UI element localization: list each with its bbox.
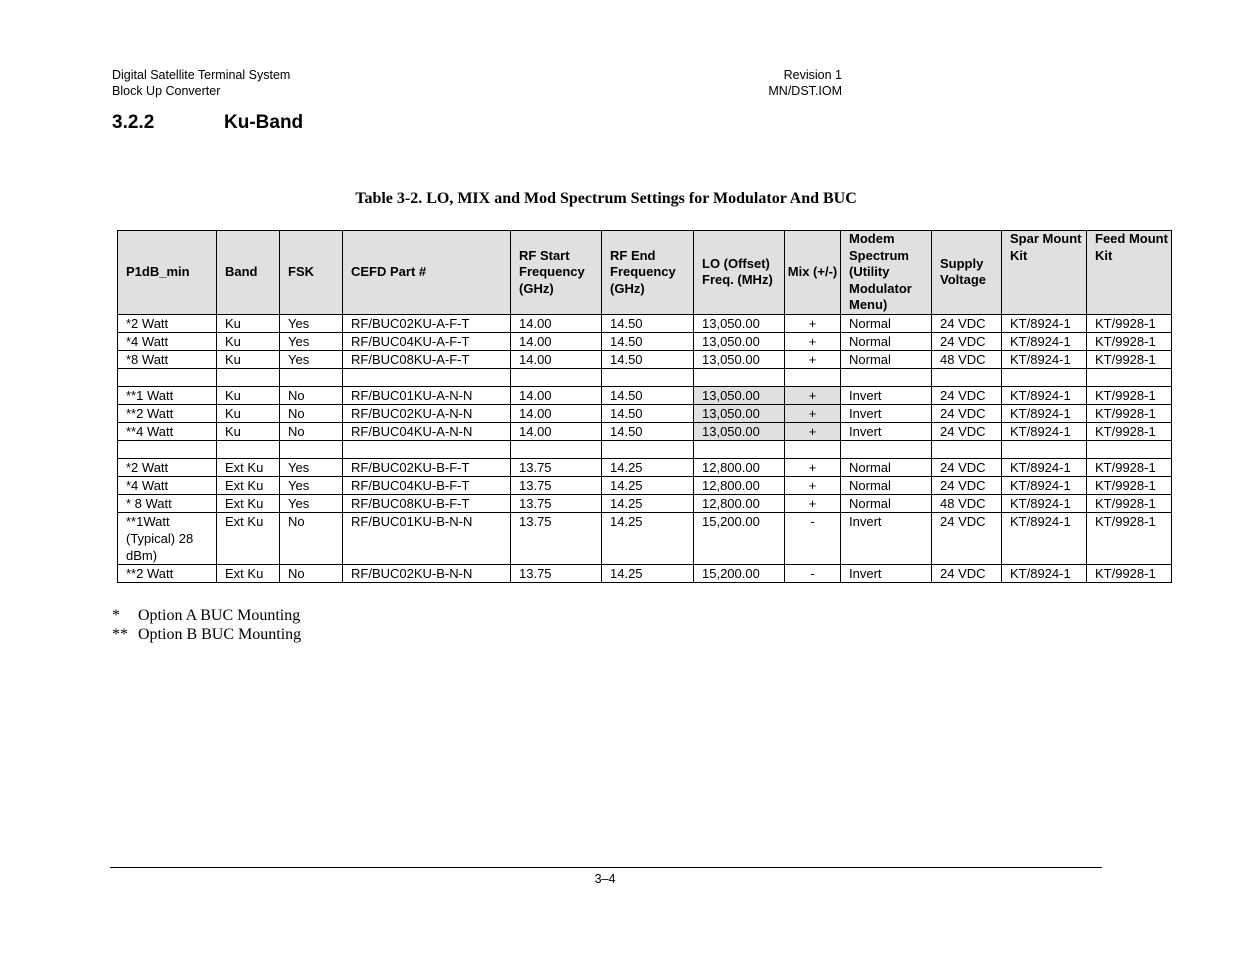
table-cell: **1 Watt bbox=[118, 386, 217, 404]
table-cell: Ext Ku bbox=[217, 494, 280, 512]
table-cell: KT/9928-1 bbox=[1087, 386, 1172, 404]
table-cell: 13.75 bbox=[511, 512, 602, 564]
table-cell bbox=[217, 368, 280, 386]
table-row bbox=[118, 494, 1172, 512]
table-cell: 48 VDC bbox=[932, 494, 1002, 512]
table-cell: KT/8924-1 bbox=[1002, 350, 1087, 368]
table-cell: KT/9928-1 bbox=[1087, 458, 1172, 476]
table-row bbox=[118, 404, 1172, 422]
table-cell bbox=[1002, 440, 1087, 458]
table-cell: 24 VDC bbox=[932, 564, 1002, 582]
table-cell: 13.75 bbox=[511, 494, 602, 512]
table-cell bbox=[1087, 440, 1172, 458]
table-notes bbox=[112, 606, 301, 644]
table-cell bbox=[841, 440, 932, 458]
column-header: CEFD Part # bbox=[343, 231, 511, 315]
table-cell: Invert bbox=[841, 564, 932, 582]
table-cell: *2 Watt bbox=[118, 458, 217, 476]
table-cell: *2 Watt bbox=[118, 314, 217, 332]
table-cell bbox=[511, 368, 602, 386]
table-cell: + bbox=[785, 404, 841, 422]
table-cell: RF/BUC04KU-A-N-N bbox=[343, 422, 511, 440]
table-cell: 15,200.00 bbox=[694, 512, 785, 564]
table-cell: Normal bbox=[841, 494, 932, 512]
table-cell: Yes bbox=[280, 332, 343, 350]
table-cell bbox=[511, 440, 602, 458]
table-cell: 14.00 bbox=[511, 422, 602, 440]
table-cell: **2 Watt bbox=[118, 404, 217, 422]
table-cell: 24 VDC bbox=[932, 458, 1002, 476]
table-cell: + bbox=[785, 386, 841, 404]
table-cell: No bbox=[280, 422, 343, 440]
table-cell: No bbox=[280, 512, 343, 564]
table-cell: Ku bbox=[217, 332, 280, 350]
table-cell: 24 VDC bbox=[932, 422, 1002, 440]
table-cell: 13,050.00 bbox=[694, 314, 785, 332]
table-cell bbox=[343, 440, 511, 458]
column-header: LO (Offset) Freq. (MHz) bbox=[694, 231, 785, 315]
table-cell bbox=[785, 368, 841, 386]
table-cell: 24 VDC bbox=[932, 386, 1002, 404]
table-cell: 24 VDC bbox=[932, 512, 1002, 564]
table-cell: **1Watt (Typical) 28 dBm) bbox=[118, 512, 217, 564]
table-cell: KT/8924-1 bbox=[1002, 332, 1087, 350]
document-title: Digital Satellite Terminal System bbox=[112, 68, 291, 82]
table-cell: 24 VDC bbox=[932, 476, 1002, 494]
table-cell: 14.50 bbox=[602, 386, 694, 404]
table-cell: KT/8924-1 bbox=[1002, 458, 1087, 476]
note-line bbox=[112, 625, 301, 644]
table-cell: RF/BUC01KU-B-N-N bbox=[343, 512, 511, 564]
table-cell: + bbox=[785, 476, 841, 494]
table-cell: 14.00 bbox=[511, 350, 602, 368]
column-header: Band bbox=[217, 231, 280, 315]
table-cell: Ext Ku bbox=[217, 458, 280, 476]
table-cell: KT/8924-1 bbox=[1002, 494, 1087, 512]
table-cell: 14.00 bbox=[511, 314, 602, 332]
table-cell: Normal bbox=[841, 350, 932, 368]
section-number: 3.2.2 bbox=[112, 112, 155, 133]
table-cell bbox=[118, 440, 217, 458]
table-header-row bbox=[118, 231, 1172, 315]
table-cell: 13.75 bbox=[511, 458, 602, 476]
table-cell: Normal bbox=[841, 332, 932, 350]
column-header: Mix (+/-) bbox=[785, 231, 841, 315]
table-cell: KT/9928-1 bbox=[1087, 564, 1172, 582]
table-cell: KT/8924-1 bbox=[1002, 404, 1087, 422]
column-header: Spar Mount Kit bbox=[1002, 231, 1087, 315]
table-row bbox=[118, 512, 1172, 564]
note-marker: ** bbox=[112, 626, 128, 643]
table-cell: 14.00 bbox=[511, 332, 602, 350]
table-cell: KT/8924-1 bbox=[1002, 476, 1087, 494]
table-cell bbox=[280, 440, 343, 458]
table-cell: 24 VDC bbox=[932, 314, 1002, 332]
table-cell: Normal bbox=[841, 476, 932, 494]
table-cell: + bbox=[785, 332, 841, 350]
table-cell: RF/BUC08KU-A-F-T bbox=[343, 350, 511, 368]
table-cell: KT/9928-1 bbox=[1087, 422, 1172, 440]
table-cell: KT/9928-1 bbox=[1087, 476, 1172, 494]
spacer-row bbox=[118, 440, 1172, 458]
column-header: Supply Voltage bbox=[932, 231, 1002, 315]
running-header-left bbox=[112, 67, 290, 99]
table-cell: 12,800.00 bbox=[694, 494, 785, 512]
table-cell: Ku bbox=[217, 386, 280, 404]
table-cell: + bbox=[785, 350, 841, 368]
table-cell: Yes bbox=[280, 476, 343, 494]
table-cell: KT/8924-1 bbox=[1002, 512, 1087, 564]
table-cell: + bbox=[785, 422, 841, 440]
spacer-row bbox=[118, 368, 1172, 386]
table-cell: KT/8924-1 bbox=[1002, 564, 1087, 582]
table-cell: Ext Ku bbox=[217, 512, 280, 564]
table-cell: Normal bbox=[841, 314, 932, 332]
table-cell: * 8 Watt bbox=[118, 494, 217, 512]
table-cell bbox=[343, 368, 511, 386]
table-cell: **4 Watt bbox=[118, 422, 217, 440]
table-cell: RF/BUC02KU-B-F-T bbox=[343, 458, 511, 476]
table-cell: - bbox=[785, 564, 841, 582]
table-cell: KT/8924-1 bbox=[1002, 422, 1087, 440]
table-cell: Ku bbox=[217, 350, 280, 368]
table-cell bbox=[841, 368, 932, 386]
section-heading bbox=[112, 112, 303, 134]
revision-label: Revision 1 bbox=[783, 68, 842, 82]
table-cell bbox=[694, 368, 785, 386]
table-cell bbox=[602, 368, 694, 386]
table-cell: KT/8924-1 bbox=[1002, 386, 1087, 404]
table-cell: RF/BUC08KU-B-F-T bbox=[343, 494, 511, 512]
table-cell: 13,050.00 bbox=[694, 404, 785, 422]
table-cell: 12,800.00 bbox=[694, 458, 785, 476]
table-cell: 14.50 bbox=[602, 404, 694, 422]
table-cell: KT/9928-1 bbox=[1087, 332, 1172, 350]
table-cell: KT/8924-1 bbox=[1002, 314, 1087, 332]
table-cell bbox=[1002, 368, 1087, 386]
table-cell: KT/9928-1 bbox=[1087, 512, 1172, 564]
footer-rule bbox=[110, 867, 1102, 868]
table-cell: 12,800.00 bbox=[694, 476, 785, 494]
table-row bbox=[118, 332, 1172, 350]
table-cell: Ku bbox=[217, 314, 280, 332]
column-header: FSK bbox=[280, 231, 343, 315]
table-body bbox=[118, 314, 1172, 582]
table-cell: No bbox=[280, 386, 343, 404]
table-cell: Ku bbox=[217, 404, 280, 422]
table-cell: 15,200.00 bbox=[694, 564, 785, 582]
table-caption: Table 3-2. LO, MIX and Mod Spectrum Settings for Modulator And BUC bbox=[355, 190, 857, 207]
table-row bbox=[118, 314, 1172, 332]
table-cell: RF/BUC02KU-A-F-T bbox=[343, 314, 511, 332]
table-cell bbox=[694, 440, 785, 458]
table-cell bbox=[932, 368, 1002, 386]
table-row bbox=[118, 476, 1172, 494]
section-title: Ku-Band bbox=[224, 112, 304, 133]
table-cell: KT/9928-1 bbox=[1087, 494, 1172, 512]
running-header-right bbox=[700, 67, 842, 99]
table-cell: **2 Watt bbox=[118, 564, 217, 582]
table-cell: No bbox=[280, 404, 343, 422]
table-cell: *4 Watt bbox=[118, 476, 217, 494]
table-cell: Ext Ku bbox=[217, 564, 280, 582]
table-cell: Yes bbox=[280, 350, 343, 368]
table-cell: 14.50 bbox=[602, 350, 694, 368]
table-cell: KT/9928-1 bbox=[1087, 350, 1172, 368]
column-header: Modem Spectrum (Utility Modulator Menu) bbox=[841, 231, 932, 315]
note-text: Option A BUC Mounting bbox=[138, 607, 301, 624]
table-cell: 14.50 bbox=[602, 332, 694, 350]
table-cell: Yes bbox=[280, 494, 343, 512]
table-cell: Ext Ku bbox=[217, 476, 280, 494]
table-cell: 14.50 bbox=[602, 314, 694, 332]
table-cell: Invert bbox=[841, 422, 932, 440]
table-cell: + bbox=[785, 458, 841, 476]
table-cell: No bbox=[280, 564, 343, 582]
table-cell: RF/BUC01KU-A-N-N bbox=[343, 386, 511, 404]
table-cell: 24 VDC bbox=[932, 404, 1002, 422]
table-cell: 14.25 bbox=[602, 564, 694, 582]
table-cell: RF/BUC04KU-B-F-T bbox=[343, 476, 511, 494]
settings-table bbox=[117, 230, 1172, 583]
table-cell: *8 Watt bbox=[118, 350, 217, 368]
table-cell: 14.25 bbox=[602, 494, 694, 512]
table-row bbox=[118, 564, 1172, 582]
column-header: RF Start Frequency (GHz) bbox=[511, 231, 602, 315]
table-row bbox=[118, 386, 1172, 404]
table-cell: Invert bbox=[841, 512, 932, 564]
table-cell: Ku bbox=[217, 422, 280, 440]
table-cell: Yes bbox=[280, 458, 343, 476]
column-header: Feed Mount Kit bbox=[1087, 231, 1172, 315]
table-cell: KT/9928-1 bbox=[1087, 314, 1172, 332]
table-cell: RF/BUC04KU-A-F-T bbox=[343, 332, 511, 350]
table-cell: Invert bbox=[841, 404, 932, 422]
table-cell: 13.75 bbox=[511, 564, 602, 582]
table-cell bbox=[217, 440, 280, 458]
table-cell: KT/9928-1 bbox=[1087, 404, 1172, 422]
table-cell: Yes bbox=[280, 314, 343, 332]
table-cell bbox=[932, 440, 1002, 458]
table-cell bbox=[602, 440, 694, 458]
table-cell: 14.25 bbox=[602, 458, 694, 476]
note-marker: * bbox=[112, 607, 120, 624]
page-number: 3–4 bbox=[594, 872, 616, 886]
table-cell bbox=[118, 368, 217, 386]
table-cell: Invert bbox=[841, 386, 932, 404]
table-cell: RF/BUC02KU-B-N-N bbox=[343, 564, 511, 582]
table-cell: 14.25 bbox=[602, 512, 694, 564]
table-cell: *4 Watt bbox=[118, 332, 217, 350]
table-cell: 13,050.00 bbox=[694, 422, 785, 440]
table-cell bbox=[785, 440, 841, 458]
table-cell: 24 VDC bbox=[932, 332, 1002, 350]
table-row bbox=[118, 458, 1172, 476]
table-cell: + bbox=[785, 314, 841, 332]
table-cell: - bbox=[785, 512, 841, 564]
note-text: Option B BUC Mounting bbox=[138, 626, 302, 643]
table-cell: 48 VDC bbox=[932, 350, 1002, 368]
column-header: RF End Frequency (GHz) bbox=[602, 231, 694, 315]
table-cell: 13,050.00 bbox=[694, 386, 785, 404]
table-cell bbox=[280, 368, 343, 386]
table-cell: 14.00 bbox=[511, 404, 602, 422]
document-number: MN/DST.IOM bbox=[768, 84, 842, 98]
table-cell: RF/BUC02KU-A-N-N bbox=[343, 404, 511, 422]
table-cell: 14.00 bbox=[511, 386, 602, 404]
column-header: P1dB_min bbox=[118, 231, 217, 315]
table-cell: 14.25 bbox=[602, 476, 694, 494]
table-cell: Normal bbox=[841, 458, 932, 476]
table-cell: 14.50 bbox=[602, 422, 694, 440]
document-subtitle: Block Up Converter bbox=[112, 84, 221, 98]
table-cell bbox=[1087, 368, 1172, 386]
note-line bbox=[112, 606, 301, 625]
table-row bbox=[118, 422, 1172, 440]
table-cell: 13,050.00 bbox=[694, 350, 785, 368]
table-row bbox=[118, 350, 1172, 368]
table-cell: 13.75 bbox=[511, 476, 602, 494]
table-cell: + bbox=[785, 494, 841, 512]
table-cell: 13,050.00 bbox=[694, 332, 785, 350]
